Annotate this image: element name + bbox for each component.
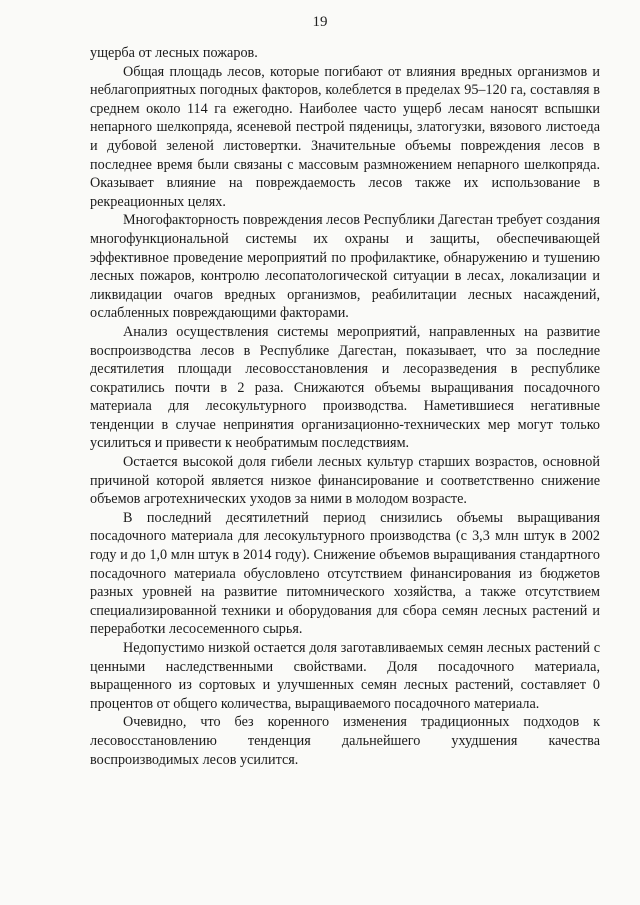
paragraph-planting-material: В последний десятилетний период снизились объемы выращивания посадочного материала для лесокультурного производства (с 3,3 млн штук в 2002 году и до 1,0 млн штук в 2014 году). Снижение объемов выращивания стандартного посадочного материала обусловлено отсутствием финансирования из бюджетов разных уровней на развитие питомнического хозяйства, а также отсутствием специализированной техники и оборудования для сбора семян лесных растений и переработки лесосеменного сырья. bbox=[90, 509, 600, 638]
paragraph-conclusion: Очевидно, что без коренного изменения традиционных подходов к лесовосстановлению тенденция дальнейшего ухудшения качества воспроизводимых лесов усилится. bbox=[90, 714, 600, 768]
paragraph-reproduction-analysis: Анализ осуществления системы мероприятий, направленных на развитие воспроизводства лесов в Республике Дагестан, показывает, что за последние десятилетия площади лесовосстановления и лесоразведения в республике сократились почти в 2 раза. Снижаются объемы выращивания посадочного материала для лесокультурного производства. Наметившиеся негативные тенденции в случае непринятия организационно-технических мер могут только усилиться и привести к необратимым последствиям. bbox=[90, 323, 600, 452]
paragraph-seed-quality: Недопустимо низкой остается доля заготавливаемых семян лесных растений с ценными наследственными свойствами. Доля посадочного материала, выращенного из сортовых и улучшенных семян лесных растений, составляет 0 процентов от общего количества, выращиваемого посадочного материала. bbox=[90, 640, 600, 712]
page-number: 19 bbox=[312, 14, 328, 30]
paragraph-crop-mortality: Остается высокой доля гибели лесных культур старших возрастов, основной причиной которой является низкое финансирование и соответственно снижение объемов агротехнических уходов за ними в молодом возрасте. bbox=[90, 454, 600, 508]
paragraph-continuation: ущерба от лесных пожаров. bbox=[90, 45, 258, 61]
paragraph-protection-system: Многофакторность повреждения лесов Республики Дагестан требует создания многофункциональной системы их охраны и защиты, обеспечивающей эффективное проведение мероприятий по профилактике, обнаружению и тушению лесных пожаров, контролю лесопатологической ситуации в лесах, локализации и ликвидации очагов вредных организмов, реабилитации лесных насаждений, ослабленных повреждающими факторами. bbox=[90, 212, 600, 322]
document-body bbox=[90, 44, 600, 769]
paragraph-forest-damage-area: Общая площадь лесов, которые погибают от влияния вредных организмов и неблагоприятных погодных факторов, колеблется в пределах 95–120 га, составляя в среднем около 114 га ежегодно. Наиболее часто ущерб лесам наносят вспышки непарного шелкопряда, ясеневой пестрой пяденицы, златогузки, вязового листоеда и дубовой зеленой листовертки. Значительные объемы повреждения лесов в последнее время были связаны с массовым размножением непарного шелкопряда. Оказывает влияние на повреждаемость лесов также их использование в рекреационных целях. bbox=[90, 63, 600, 210]
